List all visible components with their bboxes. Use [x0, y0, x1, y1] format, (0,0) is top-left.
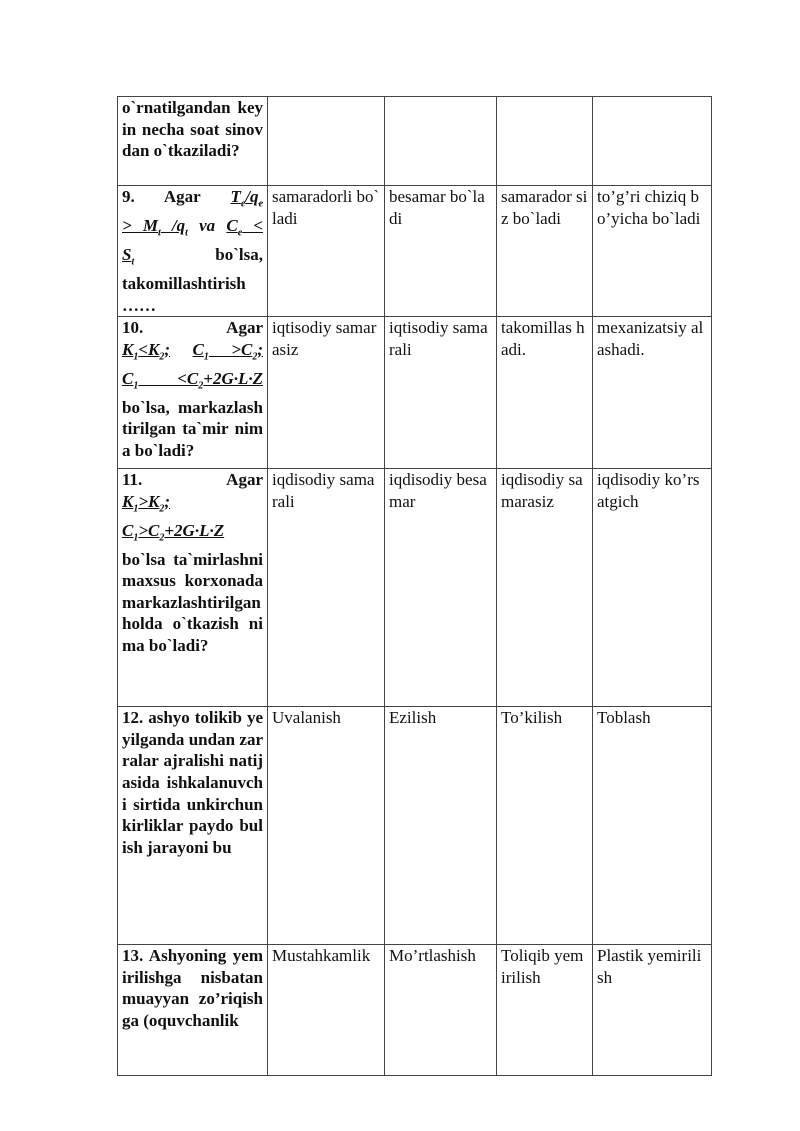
option-cell: samaradorli bo`ladi — [268, 186, 385, 317]
option-cell: Mo’rtlashish — [385, 945, 497, 1076]
option-cell — [268, 97, 385, 186]
option-cell: iqdisodiy ko’rsatgich — [593, 469, 712, 707]
option-cell: samarador siz bo`ladi — [497, 186, 593, 317]
option-cell: Toblash — [593, 707, 712, 945]
option-cell — [385, 97, 497, 186]
option-cell: Mustahkamlik — [268, 945, 385, 1076]
question-text: takomillashtirish …… — [122, 273, 246, 315]
option-cell: iqdisodiy besamar — [385, 469, 497, 707]
formula: $K_1>K_2$; — [122, 491, 171, 515]
question-text: o`rnatilgandan keyin necha soat sinovdan o`tkaziladi? — [122, 98, 263, 161]
question-line: 10. Agar — [122, 318, 263, 338]
option-cell: Plastik yemirilish — [593, 945, 712, 1076]
table-row — [118, 317, 712, 469]
question-line — [122, 368, 263, 397]
question-cell — [118, 469, 268, 707]
question-line — [122, 491, 263, 520]
question-cell — [118, 707, 268, 945]
table-row — [118, 97, 712, 186]
question-line: $S_t$ bo`lsa, — [122, 244, 263, 268]
question-cell — [118, 186, 268, 317]
option-cell: Toliqib yemirilish — [497, 945, 593, 1076]
formula: $T_e/q_e$ — [230, 187, 264, 210]
formula: $C_1>C_2+2G\cdot L\cdot Z$ — [122, 520, 225, 544]
formula: $K_1<K_2$; — [122, 339, 171, 363]
option-cell — [497, 97, 593, 186]
question-cell — [118, 317, 268, 469]
table-row — [118, 707, 712, 945]
formula: $C_1 <C_2+2G\cdot L\cdot Z$ — [122, 368, 263, 392]
option-cell: besamar bo`ladi — [385, 186, 497, 317]
table-row — [118, 186, 712, 317]
option-cell: to’g’ri chiziq bo’yicha bo`ladi — [593, 186, 712, 317]
question-line: > $M_t$ $/q_t$ va $C_e$ < — [122, 215, 263, 239]
option-cell: iqtisodiy samarali — [385, 317, 497, 469]
quiz-table — [117, 96, 712, 1076]
option-cell: To’kilish — [497, 707, 593, 945]
option-cell: Uvalanish — [268, 707, 385, 945]
question-line: 9. Agar $T_e/q_e$ — [122, 187, 264, 210]
question-text: bo`lsa, markazlashtirilgan ta`mir nima bo`ladi? — [122, 397, 263, 460]
option-cell: iqdisodiy samarali — [268, 469, 385, 707]
option-cell: takomillas hadi. — [497, 317, 593, 469]
option-cell: mexanizatsiy alashadi. — [593, 317, 712, 469]
table-row — [118, 469, 712, 707]
option-cell: Ezilish — [385, 707, 497, 945]
question-line: 11. Agar — [122, 470, 263, 490]
formula: $C_1 >C_2$; — [192, 339, 263, 363]
question-text: bo`lsa ta`mirlashni maxsus korxonada markazlashtirilgan holda o`tkazish nima bo`ladi? — [122, 549, 263, 656]
option-cell: iqtisodiy samarasiz — [268, 317, 385, 469]
question-line — [122, 520, 263, 549]
option-cell: iqdisodiy samarasiz — [497, 469, 593, 707]
table-row — [118, 945, 712, 1076]
question-text: 12. ashyo tolikib yeyilganda undan zarralar ajralishi natijasida ishkalanuvchi sirtida unkirchunkirliklar paydo bulish jarayoni bu — [122, 708, 263, 857]
question-cell — [118, 945, 268, 1076]
formula: > $M_t$ $/q_t$ — [122, 215, 188, 239]
question-text: 13. Ashyoning yemirilishga nisbatan muayyan zo’riqishga (oquvchanlik — [122, 946, 263, 1030]
question-cell — [118, 97, 268, 186]
option-cell — [593, 97, 712, 186]
question-line — [122, 339, 263, 368]
formula: $S_t$ — [122, 244, 135, 268]
formula: $C_e$ < — [226, 215, 263, 239]
